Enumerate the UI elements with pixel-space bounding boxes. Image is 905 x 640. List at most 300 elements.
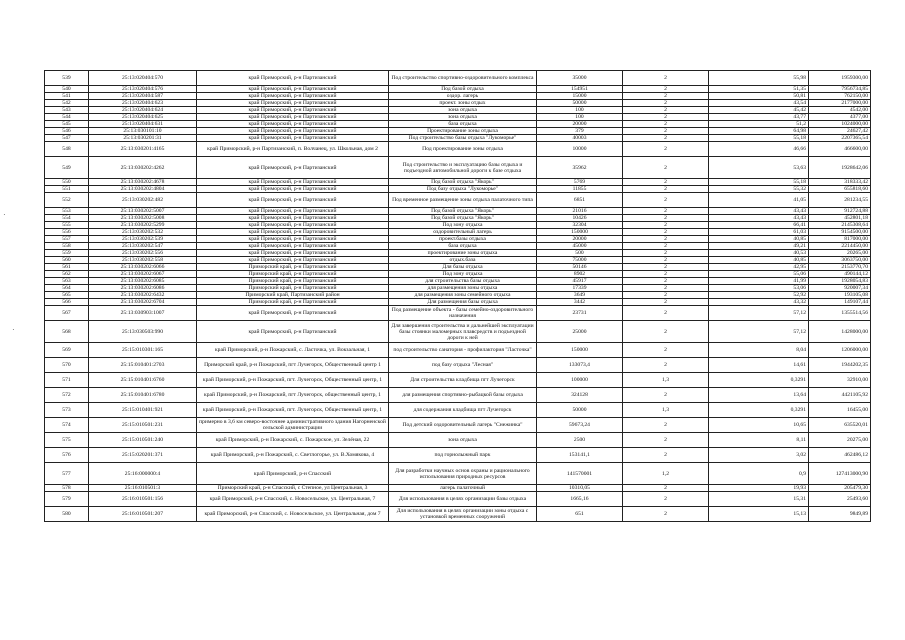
table-row xyxy=(45,208,871,215)
table-row xyxy=(45,236,871,243)
category-cell: 2 xyxy=(623,250,709,257)
table-row xyxy=(45,229,871,236)
permitted-use-cell: для размещения зоны семейного отдыха xyxy=(389,292,537,299)
address-cell: Приморский край, р-н Партизанский xyxy=(197,299,389,306)
address-cell: Приморский край, р-н Партизанский xyxy=(197,285,389,292)
area-cell: 20000 xyxy=(537,236,623,243)
table-row xyxy=(45,507,871,522)
area-cell: 2500 xyxy=(537,433,623,448)
address-cell: край Приморский, р-н Партизанский xyxy=(197,186,389,193)
permitted-use-cell: Под временное размещение зоны отдыха палаточного типа xyxy=(389,193,537,208)
cadastral-number-cell: 25:13:030202:6704 xyxy=(89,299,197,306)
cadastral-number-cell: 25:15:010401:6780 xyxy=(89,388,197,403)
cadastral-number-cell: 25:16:010501:207 xyxy=(89,507,197,522)
row-number-cell: 545 xyxy=(45,121,89,128)
permitted-use-cell: Под проектирование зоны отдыха xyxy=(389,142,537,157)
row-number-cell: 568 xyxy=(45,321,89,343)
category-cell: 2 xyxy=(623,114,709,121)
permitted-use-cell: Под базой отдыха "Якорь" xyxy=(389,179,537,186)
amount-cell: 635520,01 xyxy=(809,418,871,433)
permitted-use-cell: Под базой отдыха "Якорь" xyxy=(389,208,537,215)
address-cell: край Приморский, р-н Спасский xyxy=(197,463,389,485)
category-cell: 2 xyxy=(623,343,709,358)
category-cell: 2 xyxy=(623,492,709,507)
amount-cell: 1355514,56 xyxy=(809,306,871,321)
left-margin-mark: · xyxy=(3,210,6,219)
amount-cell: 2214450,00 xyxy=(809,243,871,250)
table-row xyxy=(45,292,871,299)
row-number-cell: 552 xyxy=(45,193,89,208)
table-row xyxy=(45,135,871,142)
permitted-use-cell: Под строительство и эксплуатацию базы отдыха и подъездной автомобильной дороги к базе отдыха xyxy=(389,157,537,179)
amount-cell: 490144,12 xyxy=(809,271,871,278)
permitted-use-cell: оздоровительный лагерь xyxy=(389,229,537,236)
table-row xyxy=(45,250,871,257)
address-cell: край Приморский, р-н Партизанский xyxy=(197,114,389,121)
category-cell: 2 xyxy=(623,358,709,373)
area-cell: 10000 xyxy=(537,142,623,157)
cadastral-number-cell: 25:13:020404:624 xyxy=(89,107,197,114)
amount-cell: 1928642,06 xyxy=(809,157,871,179)
amount-cell: 20265,00 xyxy=(809,250,871,257)
amount-cell: 2207365,54 xyxy=(809,135,871,142)
area-cell: 500 xyxy=(537,250,623,257)
category-cell: 2 xyxy=(623,507,709,522)
rate-cell: 43,77 xyxy=(709,114,809,121)
area-cell: 150000 xyxy=(537,343,623,358)
table-row xyxy=(45,403,871,418)
amount-cell: 4421105,92 xyxy=(809,388,871,403)
address-cell: край Приморский, р-н Партизанский xyxy=(197,222,389,229)
category-cell: 2 xyxy=(623,71,709,86)
rate-cell: 42,95 xyxy=(709,264,809,271)
cadastral-number-cell: 25:13:020404:570 xyxy=(89,71,197,86)
category-cell: 2 xyxy=(623,93,709,100)
permitted-use-cell: под базу отдыха "Лесная" xyxy=(389,358,537,373)
permitted-use-cell: Для использования в целях организации базы отдыха xyxy=(389,492,537,507)
category-cell: 2 xyxy=(623,388,709,403)
row-number-cell: 549 xyxy=(45,157,89,179)
row-number-cell: 567 xyxy=(45,306,89,321)
address-cell: примерно в 3,6 км северо-восточнее административного здания Нагорненской сельской администрации xyxy=(197,418,389,433)
category-cell: 2 xyxy=(623,128,709,135)
permitted-use-cell: Для базы отдыха xyxy=(389,264,537,271)
table-row xyxy=(45,257,871,264)
amount-cell: 24627,42 xyxy=(809,128,871,135)
cadastral-number-cell: 25:13:030202:6067 xyxy=(89,271,197,278)
cadastral-number-cell: 25:13:030202:5008 xyxy=(89,215,197,222)
row-number-cell: 558 xyxy=(45,243,89,250)
permitted-use-cell: лагерь палаточный xyxy=(389,485,537,492)
table-row xyxy=(45,271,871,278)
cadastral-number-cell: 25:13:020404:623 xyxy=(89,100,197,107)
rate-cell: 8,11 xyxy=(709,433,809,448)
rate-cell: 19,93 xyxy=(709,485,809,492)
row-number-cell: 562 xyxy=(45,271,89,278)
amount-cell: 1024000,00 xyxy=(809,121,871,128)
address-cell: Приморский край, р-н Пожарский, пгт Лучегорск, Общественный центр 1 xyxy=(197,358,389,373)
rate-cell: 57,12 xyxy=(709,321,809,343)
rate-cell: 55,32 xyxy=(709,186,809,193)
table-row xyxy=(45,142,871,157)
permitted-use-cell: Под базу отдыха "Лукоморье" xyxy=(389,186,537,193)
cadastral-number-cell: 25:13:020404:625 xyxy=(89,114,197,121)
amount-cell: 4542,00 xyxy=(809,107,871,114)
table-row xyxy=(45,157,871,179)
table-row xyxy=(45,373,871,388)
address-cell: край Приморский, р-н Партизанский xyxy=(197,229,389,236)
amount-cell: 1944202,35 xyxy=(809,358,871,373)
table-row xyxy=(45,343,871,358)
category-cell: 2 xyxy=(623,257,709,264)
address-cell: край Приморский, р-н Партизанский xyxy=(197,243,389,250)
table-row xyxy=(45,485,871,492)
table-row xyxy=(45,243,871,250)
address-cell: край Приморский, р-н Партизанский xyxy=(197,107,389,114)
amount-cell: 318333,42 xyxy=(809,179,871,186)
address-cell: край Приморский, р-н Пожарский, с. Светлогорье, ул. В.Хомякова, 4 xyxy=(197,448,389,463)
area-cell: 153141,1 xyxy=(537,448,623,463)
rate-cell: 0,3291 xyxy=(709,373,809,388)
table-row xyxy=(45,278,871,285)
area-cell: 100 xyxy=(537,107,623,114)
rate-cell: 49,21 xyxy=(709,243,809,250)
table-row xyxy=(45,215,871,222)
cadastral-number-cell: 25:15:010501:231 xyxy=(89,418,197,433)
rate-cell: 61,03 xyxy=(709,229,809,236)
permitted-use-cell: Под зону отдыха xyxy=(389,222,537,229)
table-row xyxy=(45,193,871,208)
land-plot-table-sheet xyxy=(44,70,870,522)
cadastral-number-cell: 25:13:030503:990 xyxy=(89,321,197,343)
row-number-cell: 556 xyxy=(45,229,89,236)
row-number-cell: 553 xyxy=(45,208,89,215)
table-row xyxy=(45,285,871,292)
area-cell: 651 xyxy=(537,507,623,522)
row-number-cell: 575 xyxy=(45,433,89,448)
table-row xyxy=(45,186,871,193)
cadastral-number-cell: 25:13:030202:6432 xyxy=(89,292,197,299)
address-cell: край Приморский, р-н Пожарский, пгт Лучегорск, общественный центр, 1 xyxy=(197,388,389,403)
amount-cell: 2153770,70 xyxy=(809,264,871,271)
permitted-use-cell: для содержания кладбища пгт Лучегорск xyxy=(389,403,537,418)
category-cell: 2 xyxy=(623,107,709,114)
area-cell: 100000 xyxy=(537,373,623,388)
table-row xyxy=(45,358,871,373)
cadastral-number-cell: 25:15:010401:921 xyxy=(89,403,197,418)
category-cell: 2 xyxy=(623,278,709,285)
row-number-cell: 541 xyxy=(45,93,89,100)
address-cell: край Приморский, р-н Партизанский xyxy=(197,193,389,208)
amount-cell: 9154500,00 xyxy=(809,229,871,236)
rate-cell: 55,06 xyxy=(709,271,809,278)
cadastral-number-cell: 25:13:020404:576 xyxy=(89,86,197,93)
rate-cell: 40,85 xyxy=(709,257,809,264)
category-cell: 2 xyxy=(623,243,709,250)
area-cell: 75000 xyxy=(537,257,623,264)
category-cell: 1,3 xyxy=(623,373,709,388)
amount-cell: 452801,18 xyxy=(809,215,871,222)
area-cell: 141570001 xyxy=(537,463,623,485)
cadastral-number-cell: 25:13:030202:4678 xyxy=(89,179,197,186)
cadastral-number-cell: 25:13:030202:4262 xyxy=(89,157,197,179)
row-number-cell: 546 xyxy=(45,128,89,135)
category-cell: 2 xyxy=(623,121,709,128)
category-cell: 2 xyxy=(623,135,709,142)
address-cell: край Приморский, р-н Партизанский xyxy=(197,71,389,86)
area-cell: 45917 xyxy=(537,278,623,285)
cadastral-number-cell: 25:13:030202:556 xyxy=(89,250,197,257)
address-cell: Приморский край, р-н Партизанский xyxy=(197,264,389,271)
address-cell: Приморский край, Партизанский район xyxy=(197,292,389,299)
table-row xyxy=(45,121,871,128)
category-cell: 2 xyxy=(623,271,709,278)
rate-cell: 41,05 xyxy=(709,193,809,208)
permitted-use-cell: зона отдыха xyxy=(389,107,537,114)
cadastral-number-cell: 25:13:030202:6086 xyxy=(89,285,197,292)
category-cell: 1,3 xyxy=(623,403,709,418)
permitted-use-cell: проект. зоны отдых xyxy=(389,100,537,107)
address-cell: край Приморский, р-н Пожарский, с. Ласточка, ул. Вокзальная, 1 xyxy=(197,343,389,358)
category-cell: 1,2 xyxy=(623,463,709,485)
amount-cell: 1959300,00 xyxy=(809,71,871,86)
row-number-cell: 574 xyxy=(45,418,89,433)
address-cell: край Приморский, р-н Партизанский xyxy=(197,157,389,179)
cadastral-number-cell: 25:13:020404:631 xyxy=(89,121,197,128)
rate-cell: 15,31 xyxy=(709,492,809,507)
category-cell: 2 xyxy=(623,142,709,157)
amount-cell: 205479,30 xyxy=(809,485,871,492)
area-cell: 8902 xyxy=(537,271,623,278)
rate-cell: 53,06 xyxy=(709,285,809,292)
table-row xyxy=(45,306,871,321)
cadastral-number-cell: 25:13:020404:587 xyxy=(89,93,197,100)
cadastral-number-cell: 25:13:030202:539 xyxy=(89,236,197,243)
address-cell: край Приморский, р-н Партизанский xyxy=(197,257,389,264)
rate-cell: 52,92 xyxy=(709,292,809,299)
permitted-use-cell: Под строительство спортивно-оздоровительного комплекса xyxy=(389,71,537,86)
rate-cell: 57,12 xyxy=(709,306,809,321)
row-number-cell: 555 xyxy=(45,222,89,229)
address-cell: край Приморский, р-н Партизанский xyxy=(197,86,389,93)
area-cell: 324128 xyxy=(537,388,623,403)
table-row xyxy=(45,299,871,306)
category-cell: 2 xyxy=(623,485,709,492)
permitted-use-cell: Для разработки научных основ охраны и рационального использования природных ресурсов xyxy=(389,463,537,485)
row-number-cell: 566 xyxy=(45,299,89,306)
amount-cell: 127413000,90 xyxy=(809,463,871,485)
cadastral-number-cell: 25:13:030202:4804 xyxy=(89,186,197,193)
area-cell: 133073,4 xyxy=(537,358,623,373)
rate-cell: 40,85 xyxy=(709,236,809,243)
address-cell: край Приморский, р-н Партизанский xyxy=(197,208,389,215)
table-row xyxy=(45,433,871,448)
rate-cell: 8,04 xyxy=(709,343,809,358)
table-row xyxy=(45,448,871,463)
area-cell: 25000 xyxy=(537,321,623,343)
row-number-cell: 559 xyxy=(45,250,89,257)
area-cell: 20000 xyxy=(537,121,623,128)
permitted-use-cell: для размещения зоны отдыха xyxy=(389,285,537,292)
table-row xyxy=(45,179,871,186)
row-number-cell: 563 xyxy=(45,278,89,285)
amount-cell: 1928054,83 xyxy=(809,278,871,285)
row-number-cell: 579 xyxy=(45,492,89,507)
permitted-use-cell: Под зону отдыха xyxy=(389,271,537,278)
area-cell: 379 xyxy=(537,128,623,135)
rate-cell: 43,54 xyxy=(709,100,809,107)
row-number-cell: 554 xyxy=(45,215,89,222)
amount-cell: 281234,55 xyxy=(809,193,871,208)
category-cell: 2 xyxy=(623,285,709,292)
table-row xyxy=(45,100,871,107)
row-number-cell: 544 xyxy=(45,114,89,121)
category-cell: 2 xyxy=(623,321,709,343)
area-cell: 11855 xyxy=(537,186,623,193)
permitted-use-cell: Под базой отдыха "Якорь" xyxy=(389,215,537,222)
amount-cell: 2177000,00 xyxy=(809,100,871,107)
rate-cell: 0,9 xyxy=(709,463,809,485)
address-cell: край Приморский, р-н Партизанский xyxy=(197,100,389,107)
amount-cell: 9849,89 xyxy=(809,507,871,522)
amount-cell: 149107,44 xyxy=(809,299,871,306)
address-cell: край Приморский, р-н Спасский, с. Новосельское, ул. Центральная, 7 xyxy=(197,492,389,507)
category-cell: 2 xyxy=(623,86,709,93)
permitted-use-cell: проект.базы отдыха xyxy=(389,236,537,243)
area-cell: 10310,05 xyxy=(537,485,623,492)
permitted-use-cell: зона отдыха xyxy=(389,114,537,121)
area-cell: 154951 xyxy=(537,86,623,93)
row-number-cell: 560 xyxy=(45,257,89,264)
rate-cell: 41,99 xyxy=(709,278,809,285)
area-cell: 1665,16 xyxy=(537,492,623,507)
row-number-cell: 557 xyxy=(45,236,89,243)
address-cell: край Приморский, р-н Спасский, с. Новосельское, ул. Центральная, дом 7 xyxy=(197,507,389,522)
permitted-use-cell: Для строительства кладбища пгт Лучегорск xyxy=(389,373,537,388)
row-number-cell: 570 xyxy=(45,358,89,373)
category-cell: 2 xyxy=(623,186,709,193)
cadastral-number-cell: 25:16:010501:156 xyxy=(89,492,197,507)
area-cell: 5769 xyxy=(537,179,623,186)
cadastral-number-cell: 25:13:030903:1007 xyxy=(89,306,197,321)
address-cell: край Приморский, р-н Партизанский xyxy=(197,321,389,343)
amount-cell: 462486,12 xyxy=(809,448,871,463)
address-cell: край Приморский, р-н Партизанский xyxy=(197,179,389,186)
row-number-cell: 543 xyxy=(45,107,89,114)
permitted-use-cell: Под размещение объекта - базы семейно-оздоровительного назначения xyxy=(389,306,537,321)
area-cell: 50146 xyxy=(537,264,623,271)
address-cell: Приморский край, р-н Спасский, с Степное, ул Центральная, 3 xyxy=(197,485,389,492)
permitted-use-cell: Под детский оздоровительный лагерь "Снежинка" xyxy=(389,418,537,433)
cadastral-number-cell: 25:13:030202:5007 xyxy=(89,208,197,215)
row-number-cell: 573 xyxy=(45,403,89,418)
category-cell: 2 xyxy=(623,193,709,208)
cadastral-number-cell: 25:13:030201:4165 xyxy=(89,142,197,157)
row-number-cell: 571 xyxy=(45,373,89,388)
amount-cell: 466600,00 xyxy=(809,142,871,157)
rate-cell: 14,61 xyxy=(709,358,809,373)
amount-cell: 920007,34 xyxy=(809,285,871,292)
amount-cell: 912724,88 xyxy=(809,208,871,215)
table-row xyxy=(45,492,871,507)
rate-cell: 40,53 xyxy=(709,250,809,257)
rate-cell: 13,64 xyxy=(709,388,809,403)
amount-cell: 817000,00 xyxy=(809,236,871,243)
amount-cell: 1428000,00 xyxy=(809,321,871,343)
rate-cell: 45,42 xyxy=(709,107,809,114)
row-number-cell: 547 xyxy=(45,135,89,142)
address-cell: край Приморский, р-н Пожарский, пгт. Лучегорск, Общественный центр, 1 xyxy=(197,373,389,388)
row-number-cell: 565 xyxy=(45,292,89,299)
address-cell: край Приморский, р-н Партизанский xyxy=(197,306,389,321)
cadastral-number-cell: 25:15:020201:371 xyxy=(89,448,197,463)
address-cell: край Приморский, р-н Пожарский, пгт. Лучегорск, Общественный центр, 1 xyxy=(197,403,389,418)
address-cell: край Приморский, р-н Партизанский xyxy=(197,121,389,128)
cadastral-number-cell: 25:15:010501:240 xyxy=(89,433,197,448)
address-cell: край Приморский, р-н Партизанский, п. Волчанец, ул. Школьная, дом 2 xyxy=(197,142,389,157)
area-cell: 3442 xyxy=(537,299,623,306)
amount-cell: 3063750,00 xyxy=(809,257,871,264)
left-margin-mark-2: · xyxy=(12,325,15,334)
cadastral-number-cell: 25:13:030101:10 xyxy=(89,128,197,135)
address-cell: край Приморский, р-н Партизанский xyxy=(197,215,389,222)
amount-cell: 7956734,85 xyxy=(809,86,871,93)
category-cell: 2 xyxy=(623,236,709,243)
area-cell: 50000 xyxy=(537,100,623,107)
permitted-use-cell: Для размещения базы отдыха xyxy=(389,299,537,306)
rate-cell: 15,13 xyxy=(709,507,809,522)
table-row xyxy=(45,222,871,229)
category-cell: 2 xyxy=(623,448,709,463)
cadastral-number-cell: 25:13:030202:532 xyxy=(89,229,197,236)
category-cell: 2 xyxy=(623,179,709,186)
area-cell: 45000 xyxy=(537,243,623,250)
table-row xyxy=(45,321,871,343)
permitted-use-cell: под горнолыжный парк xyxy=(389,448,537,463)
category-cell: 2 xyxy=(623,157,709,179)
rate-cell: 55,18 xyxy=(709,179,809,186)
table-row xyxy=(45,86,871,93)
row-number-cell: 548 xyxy=(45,142,89,157)
category-cell: 2 xyxy=(623,306,709,321)
area-cell: 15000 xyxy=(537,93,623,100)
cadastral-number-cell: 25:15:010301:165 xyxy=(89,343,197,358)
address-cell: Приморский край, р-н Партизанский xyxy=(197,278,389,285)
table-row xyxy=(45,463,871,485)
area-cell: 100 xyxy=(537,114,623,121)
rate-cell: 55,98 xyxy=(709,71,809,86)
table-row xyxy=(45,93,871,100)
area-cell: 21016 xyxy=(537,208,623,215)
amount-cell: 1206000,00 xyxy=(809,343,871,358)
category-cell: 2 xyxy=(623,100,709,107)
amount-cell: 20275,00 xyxy=(809,433,871,448)
area-cell: 6851 xyxy=(537,193,623,208)
amount-cell: 25493,60 xyxy=(809,492,871,507)
row-number-cell: 550 xyxy=(45,179,89,186)
cadastral-number-cell: 25:13:030202:547 xyxy=(89,243,197,250)
row-number-cell: 569 xyxy=(45,343,89,358)
cadastral-number-cell: 25:13:030202:558 xyxy=(89,257,197,264)
permitted-use-cell: для строительства базы отдыха xyxy=(389,278,537,285)
table-row xyxy=(45,107,871,114)
permitted-use-cell: база отдыха xyxy=(389,243,537,250)
amount-cell: 655818,60 xyxy=(809,186,871,193)
amount-cell: 32910,00 xyxy=(809,373,871,388)
row-number-cell: 564 xyxy=(45,285,89,292)
category-cell: 2 xyxy=(623,433,709,448)
row-number-cell: 539 xyxy=(45,71,89,86)
